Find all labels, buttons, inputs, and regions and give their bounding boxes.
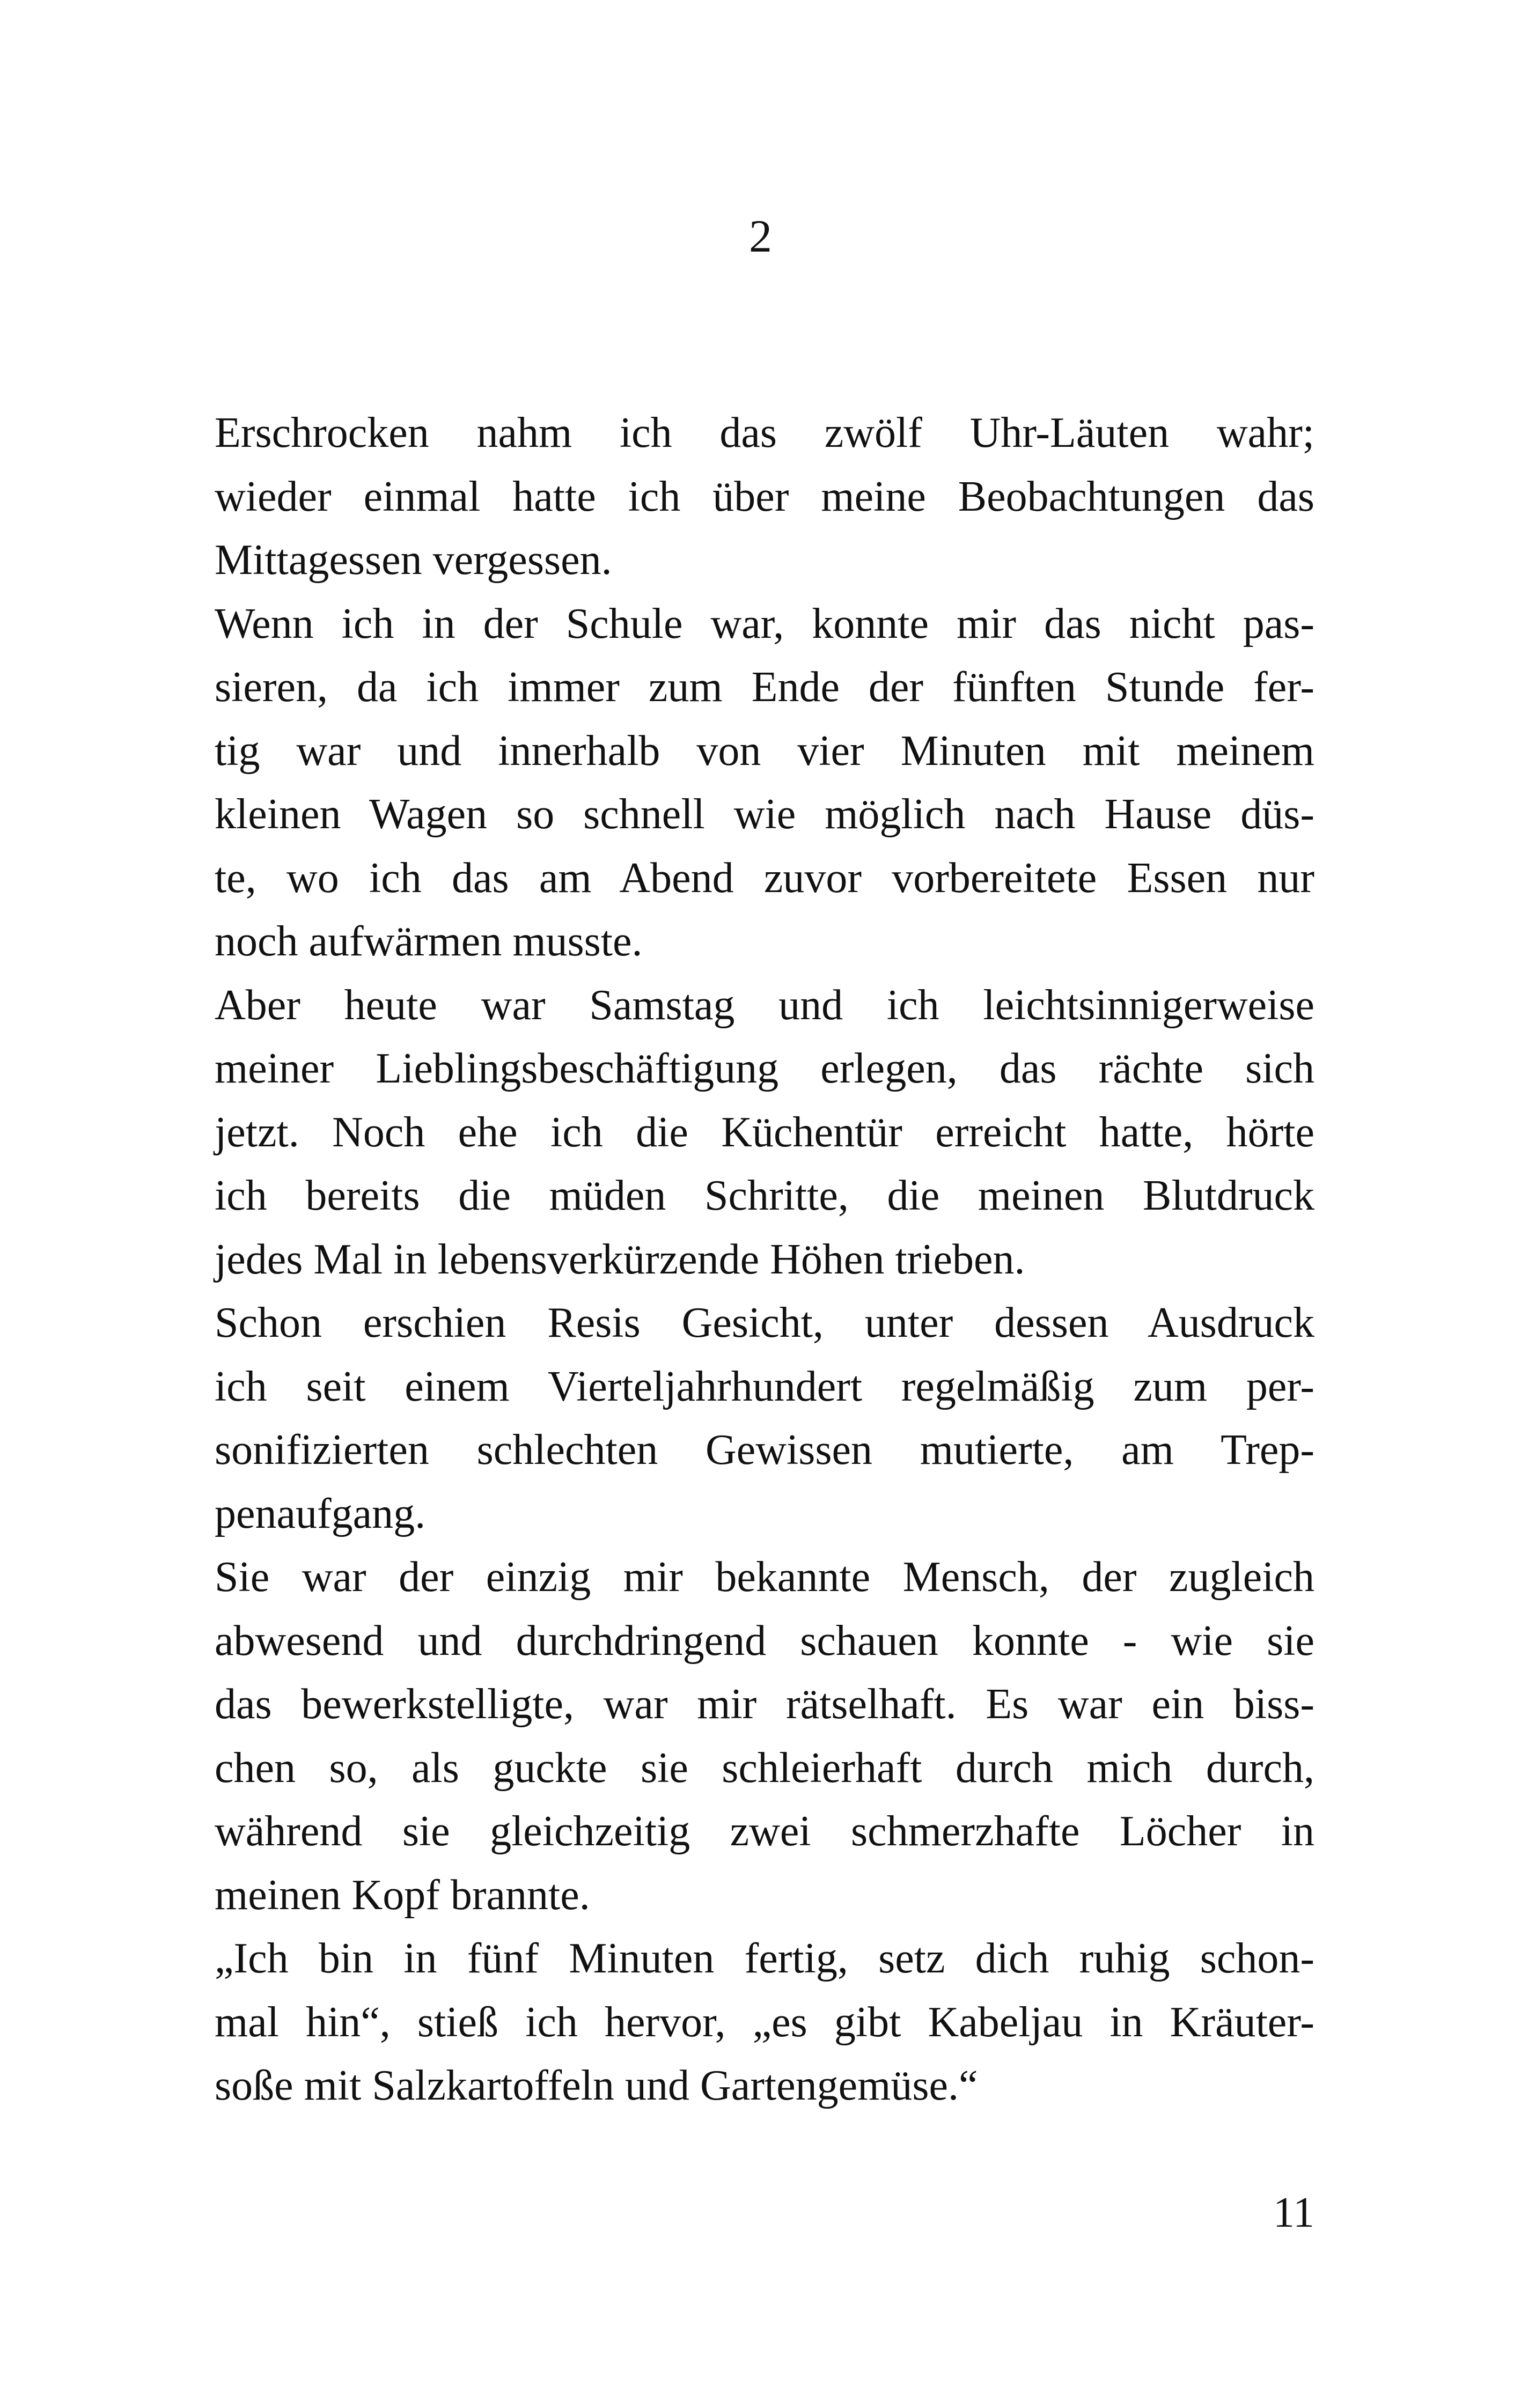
paragraph-4 [215, 1291, 1314, 1545]
text-line: meinen Kopf brannte. [215, 1871, 590, 1919]
paragraph-3 [215, 974, 1314, 1292]
text-line: soße mit Salzkartoffeln und Gartengemüse.“ [215, 2062, 978, 2109]
text-line: Wenn ich in der Schule war, konnte mir das nicht pas- [215, 600, 1314, 647]
text-line: wieder einmal hatte ich über meine Beobachtungen das [215, 473, 1314, 520]
page-number: 11 [1273, 2189, 1314, 2236]
text-line: ich seit einem Vierteljahrhundert regelmäßig zum per- [215, 1363, 1314, 1410]
body-text [215, 401, 1314, 2118]
text-line: jetzt. Noch ehe ich die Küchentür erreicht hatte, hörte [215, 1108, 1314, 1156]
text-line: kleinen Wagen so schnell wie möglich nach Hause düs- [215, 791, 1314, 838]
text-line: ich bereits die müden Schritte, die meinen Blutdruck [215, 1172, 1314, 1219]
paragraph-5 [215, 1545, 1314, 1927]
text-line: penaufgang. [215, 1490, 426, 1537]
chapter-number: 2 [749, 210, 772, 262]
text-line: noch aufwärmen musste. [215, 918, 643, 965]
text-line: jedes Mal in lebensverkürzende Höhen trieben. [215, 1235, 1025, 1283]
text-line: mal hin“, stieß ich hervor, „es gibt Kabeljau in Kräuter- [215, 1998, 1314, 2046]
text-line: sonifizierten schlechten Gewissen mutierte, am Trep- [215, 1426, 1314, 1474]
text-line: te, wo ich das am Abend zuvor vorbereitete Essen nur [215, 854, 1314, 902]
text-line: sieren, da ich immer zum Ende der fünften Stunde fer- [215, 664, 1314, 711]
text-line: tig war und innerhalb von vier Minuten mit meinem [215, 727, 1314, 775]
text-line: Schon erschien Resis Gesicht, unter dessen Ausdruck [215, 1299, 1314, 1346]
text-line: Mittagessen vergessen. [215, 536, 612, 584]
text-line: abwesend und durchdringend schauen konnte - wie sie [215, 1617, 1314, 1665]
text-line: meiner Lieblingsbeschäftigung erlegen, das rächte sich [215, 1045, 1314, 1092]
text-line: während sie gleichzeitig zwei schmerzhafte Löcher in [215, 1808, 1314, 1855]
text-line: das bewerkstelligte, war mir rätselhaft. Es war ein biss- [215, 1681, 1314, 1728]
paragraph-2 [215, 592, 1314, 974]
text-line: chen so, als guckte sie schleierhaft durch mich durch, [215, 1744, 1314, 1792]
text-line: Sie war der einzig mir bekannte Mensch, der zugleich [215, 1553, 1314, 1601]
text-line: Aber heute war Samstag und ich leichtsinnigerweise [215, 981, 1314, 1029]
paragraph-6 [215, 1927, 1314, 2118]
text-line: „Ich bin in fünf Minuten fertig, setz dich ruhig schon- [215, 1935, 1314, 1982]
paragraph-1 [215, 401, 1314, 592]
text-line: Erschrocken nahm ich das zwölf Uhr-Läuten wahr; [215, 409, 1314, 456]
